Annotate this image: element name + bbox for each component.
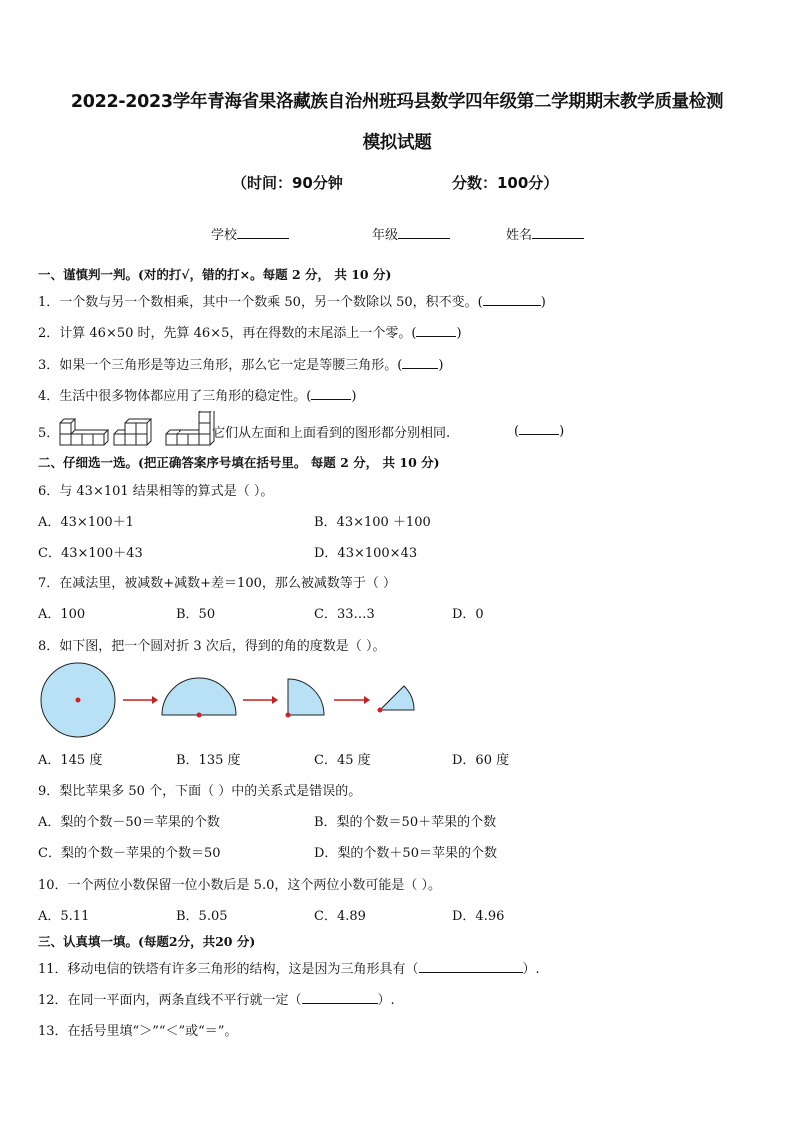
q7-option-c[interactable]: C．33…3 — [314, 607, 375, 622]
question-5-number: 5． — [38, 426, 60, 441]
cube-figure-1 — [60, 419, 108, 445]
question-11 — [38, 958, 540, 977]
q7-option-b[interactable]: B．50 — [176, 607, 216, 622]
grade-blank[interactable] — [398, 226, 450, 239]
cube-figures — [58, 411, 218, 447]
q9-option-b[interactable]: B．梨的个数＝50＋苹果的个数 — [314, 815, 497, 830]
question-6: 6．与 43×101 结果相等的算式是（ ）。 — [38, 484, 274, 499]
exam-title-line2: 模拟试题 — [362, 133, 432, 153]
question-3 — [38, 354, 443, 373]
school-blank[interactable] — [237, 226, 289, 239]
question-4-paren: ) — [351, 389, 357, 404]
question-8: 8．如下图，把一个圆对折 3 次后，得到的角的度数是（ ）。 — [38, 639, 386, 654]
q10-option-c[interactable]: C．4.89 — [314, 909, 366, 924]
question-10: 10．一个两位小数保留一位小数后是 5.0，这个两位小数可能是（ ）。 — [38, 878, 441, 893]
q10-option-b[interactable]: B．5.05 — [176, 909, 228, 924]
q7-option-a[interactable]: A．100 — [38, 607, 86, 622]
question-3-text: 3．如果一个三角形是等边三角形，那么它一定是等腰三角形。( — [38, 358, 403, 373]
answer-blank-5[interactable] — [519, 422, 559, 435]
q8-option-a[interactable]: A．145 度 — [38, 753, 103, 768]
section-3-heading: 三、认真填一填。(每题2分，共20 分) — [38, 934, 256, 949]
full-circle — [41, 663, 115, 737]
answer-blank-12[interactable] — [302, 991, 378, 1004]
question-1-paren: ) — [540, 295, 546, 310]
answer-blank-4[interactable] — [311, 387, 351, 400]
question-11-paren: ）. — [522, 962, 540, 977]
question-12 — [38, 989, 395, 1008]
question-2-paren: ) — [456, 326, 462, 341]
answer-blank-3[interactable] — [402, 356, 438, 369]
q9-option-c[interactable]: C．梨的个数－苹果的个数＝50 — [38, 846, 221, 861]
question-4 — [38, 385, 356, 404]
question-5-paren-close: ) — [559, 424, 565, 439]
arrow-3 — [334, 696, 370, 704]
q10-option-d[interactable]: D．4.96 — [452, 909, 505, 924]
exam-time: （时间：90分钟 — [232, 174, 343, 192]
question-3-paren: ) — [438, 358, 444, 373]
question-4-text: 4．生活中很多物体都应用了三角形的稳定性。( — [38, 389, 312, 404]
question-5-text: 它们从左面和上面看到的图形都分别相同. — [212, 426, 451, 441]
q9-option-d[interactable]: D．梨的个数＋50＝苹果的个数 — [314, 846, 497, 861]
circle-folding-figure — [38, 662, 428, 740]
eighth-circle — [378, 686, 415, 713]
section-1-heading: 一、谨慎判一判。(对的打√，错的打×。每题 2 分， 共 10 分) — [38, 267, 392, 282]
question-5-paren-open: ( — [514, 424, 520, 439]
q9-option-a[interactable]: A．梨的个数－50＝苹果的个数 — [38, 815, 220, 830]
name-blank[interactable] — [532, 226, 584, 239]
q8-option-b[interactable]: B．135 度 — [176, 753, 241, 768]
q6-option-a[interactable]: A．43×100＋1 — [38, 515, 134, 530]
question-1-text: 1．一个数与另一个数相乘，其中一个数乘 50，另一个数除以 50，积不变。( — [38, 295, 483, 310]
grade-field — [372, 224, 450, 243]
question-5 — [212, 422, 450, 441]
question-5-answer — [514, 422, 564, 439]
cube-figure-2 — [114, 419, 151, 445]
school-label: 学校 — [211, 228, 238, 243]
arrow-1 — [123, 696, 158, 704]
question-12-text: 12．在同一平面内，两条直线不平行就一定（ — [38, 993, 302, 1008]
question-11-text: 11．移动电信的铁塔有许多三角形的结构，这是因为三角形具有（ — [38, 962, 419, 977]
grade-label: 年级 — [372, 228, 399, 243]
q6-option-d[interactable]: D．43×100×43 — [314, 546, 418, 561]
answer-blank-2[interactable] — [416, 324, 456, 337]
semicircle — [162, 678, 236, 717]
q8-option-c[interactable]: C．45 度 — [314, 753, 371, 768]
q10-option-a[interactable]: A．5.11 — [38, 909, 90, 924]
question-1 — [38, 291, 546, 310]
name-field — [506, 224, 584, 243]
exam-score: 分数：100分） — [452, 174, 559, 192]
exam-title-line1: 2022-2023学年青海省果洛藏族自治州班玛县数学四年级第二学期期末教学质量检测 — [70, 92, 724, 112]
answer-blank-11[interactable] — [419, 960, 523, 973]
q6-option-c[interactable]: C．43×100＋43 — [38, 546, 143, 561]
question-2-text: 2．计算 46×50 时，先算 46×5，再在得数的末尾添上一个零。( — [38, 326, 417, 341]
question-2 — [38, 322, 462, 341]
q6-option-b[interactable]: B．43×100 ＋100 — [314, 515, 431, 530]
arrow-2 — [243, 696, 278, 704]
name-label: 姓名 — [506, 228, 533, 243]
q7-option-d[interactable]: D．0 — [452, 607, 484, 622]
question-9: 9．梨比苹果多 50 个，下面（ ）中的关系式是错误的。 — [38, 784, 362, 799]
cube-figure-3 — [166, 411, 214, 445]
school-field — [211, 224, 289, 243]
quarter-circle — [286, 679, 325, 718]
question-7: 7．在减法里，被减数+减数+差＝100，那么被减数等于（ ） — [38, 576, 397, 591]
answer-blank-1[interactable] — [483, 293, 541, 306]
q8-option-d[interactable]: D．60 度 — [452, 753, 510, 768]
section-2-heading: 二、仔细选一选。(把正确答案序号填在括号里。 每题 2 分， 共 10 分) — [38, 455, 440, 470]
question-13: 13．在括号里填“＞”“＜”或“＝”。 — [38, 1024, 238, 1039]
question-12-paren: ）. — [377, 993, 395, 1008]
